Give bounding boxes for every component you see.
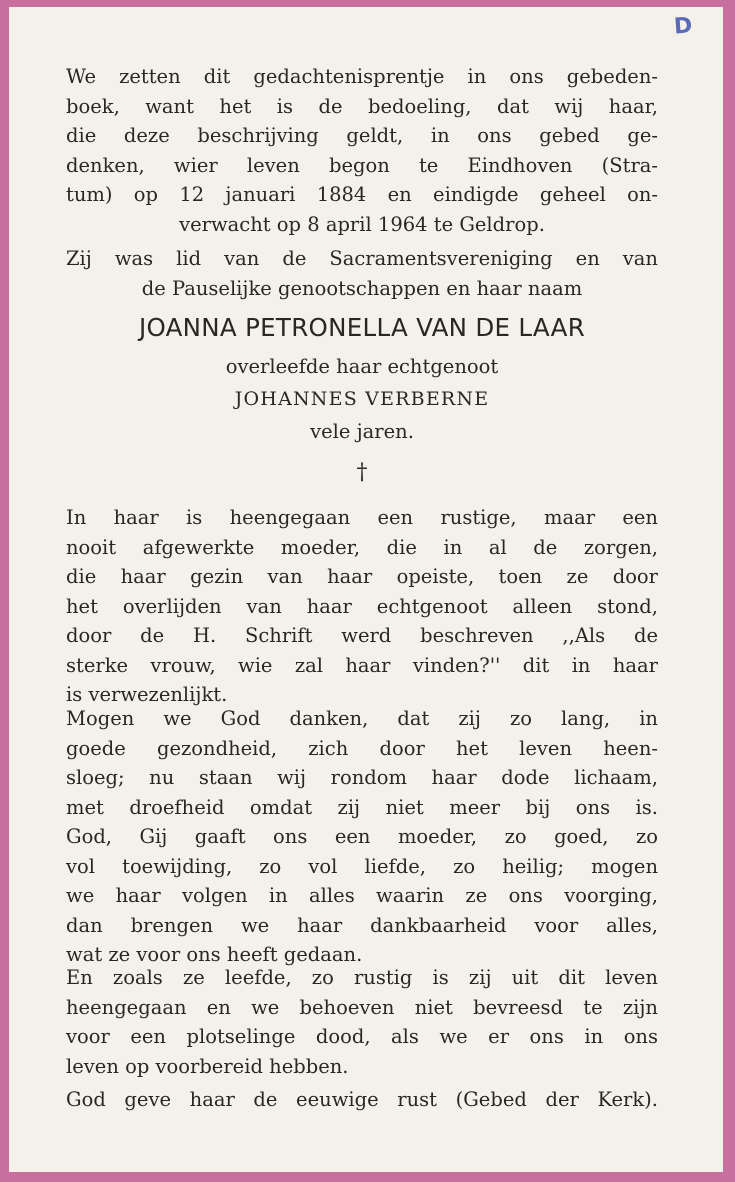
membership-paragraph xyxy=(66,244,658,303)
paragraph-line: door de H. Schrift werd beschreven ,,Als de xyxy=(66,624,658,647)
intro-line: die deze beschrijving geldt, in ons gebed ge- xyxy=(66,124,658,147)
paragraph-line: sterke vrouw, wie zal haar vinden?'' dit in haar xyxy=(66,653,658,677)
paragraph-line: En zoals ze leefde, zo rustig is zij uit dit leven xyxy=(66,966,658,989)
intro-line: boek, want het is de bedoeling, dat wij haar, xyxy=(66,94,658,118)
paragraph-line: goede gezondheid, zich door het leven heen- xyxy=(66,736,658,760)
paragraph-line: wat ze voor ons heeft gedaan. xyxy=(66,943,363,966)
paragraph-line: nooit afgewerkte moeder, die in al de zorgen, xyxy=(66,535,658,559)
intro-line: We zetten dit gedachtenisprentje in ons gebeden- xyxy=(66,65,658,88)
paragraph-line: sloeg; nu staan wij rondom haar dode lichaam, xyxy=(66,766,658,789)
paragraph-line: In haar is heengegaan een rustige, maar een xyxy=(66,506,658,529)
paragraph-2 xyxy=(66,704,658,970)
paragraph-line: we haar volgen in alles waarin ze ons voorging, xyxy=(66,884,658,907)
paragraph-line: met droefheid omdat zij niet meer bij ons is. xyxy=(66,795,658,819)
paragraph-line: Mogen we God danken, dat zij zo lang, in xyxy=(66,707,658,730)
intro-line: tum) op 12 januari 1884 en eindigde geheel on- xyxy=(66,183,658,206)
paragraph-line: voor een plotselinge dood, als we er ons in ons xyxy=(66,1025,658,1048)
paragraph-line: die haar gezin van haar opeiste, toen ze door xyxy=(66,565,658,588)
husband-name: JOHANNES VERBERNE xyxy=(234,388,490,410)
paragraph-line: God, Gij gaaft ons een moeder, zo goed, zo xyxy=(66,825,658,848)
paragraph-line: is verwezenlijkt. xyxy=(66,683,228,706)
deceased-name: JOANNA PETRONELLA VAN DE LAAR xyxy=(138,313,586,342)
intro-paragraph xyxy=(66,62,658,239)
intro-line: verwacht op 8 april 1964 te Geldrop. xyxy=(179,212,545,236)
closing-line: God geve haar de eeuwige rust (Gebed der Kerk). xyxy=(66,1088,658,1111)
paragraph-line: vol toewijding, zo vol liefde, zo heilig; mogen xyxy=(66,854,658,878)
paragraph-line: leven op voorbereid hebben. xyxy=(66,1054,349,1078)
paragraph-line: dan brengen we haar dankbaarheid voor alles, xyxy=(66,913,658,937)
paragraph-line: het overlijden van haar echtgenoot alleen stond, xyxy=(66,594,658,618)
membership-line: Zij was lid van de Sacramentsvereniging en van xyxy=(66,247,658,270)
paragraph-3 xyxy=(66,963,658,1081)
survived-text: overleefde haar echtgenoot xyxy=(225,355,499,378)
closing-prayer xyxy=(66,1085,658,1115)
cross-icon: † xyxy=(356,460,368,485)
membership-line: de Pauselijke genootschappen en haar naam xyxy=(141,276,583,300)
years-text: vele jaren. xyxy=(310,420,414,443)
corner-mark: D xyxy=(673,13,694,40)
paragraph-line: heengegaan en we behoeven niet bevreesd te zijn xyxy=(66,995,658,1019)
paragraph-1 xyxy=(66,503,658,710)
intro-line: denken, wier leven begon te Eindhoven (Stra- xyxy=(66,153,658,177)
